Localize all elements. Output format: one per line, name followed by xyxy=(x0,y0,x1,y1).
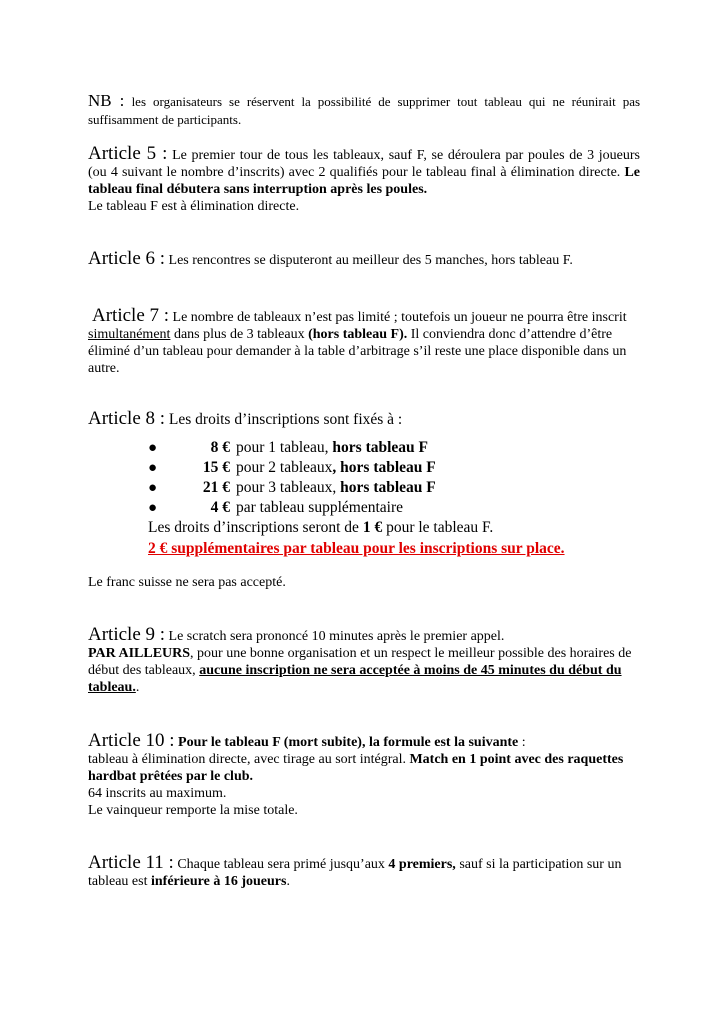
fee-f-note-a: Les droits d’inscriptions seront de xyxy=(148,519,359,536)
article-7-text-a: Le nombre de tableaux n’est pas limité ; toutefois un joueur ne pourra être inscrit xyxy=(172,310,627,325)
article-10-bold-2: Match en 1 point avec des raquettes hardbat prêtées par le club. xyxy=(88,752,624,784)
fee-desc: pour 3 tableaux, xyxy=(236,479,337,496)
fee-amount: 8 € xyxy=(210,439,230,456)
article-7-text-c: Il conviendra donc d’attendre d’être éliminé d’un tableau pour demander à la table d’arbitrage s’il reste une place disponible dans un autre. xyxy=(88,327,627,376)
article-9-text-2: , pour une bonne organisation et un respect le meilleur possible des horaires de début des tableaux, xyxy=(88,646,632,678)
article-5-bold: Le tableau final débutera sans interruption après les poules. xyxy=(88,165,640,197)
article-7 xyxy=(88,307,640,377)
article-10-line-4: Le vainqueur remporte la mise totale. xyxy=(88,803,298,818)
article-11 xyxy=(88,854,640,890)
nb-text: les organisateurs se réservent la possibilité de supprimer tout tableau qui ne réunirait pas suffisamment de participants. xyxy=(88,94,641,127)
article-9-title: Article 9 : xyxy=(88,624,166,645)
fee-amount: 21 € xyxy=(202,479,230,496)
article-10-line-3: 64 inscrits au maximum. xyxy=(88,786,227,801)
article-9 xyxy=(88,626,640,696)
fee-item xyxy=(148,498,436,518)
article-10-text: tableau à élimination directe, avec tirage au sort intégral. xyxy=(88,752,406,767)
bullet-icon: ● xyxy=(148,500,158,516)
fee-item xyxy=(148,438,436,458)
article-5 xyxy=(88,145,640,215)
bullet-icon: ● xyxy=(148,460,158,476)
fee-f-note-b: pour le tableau F. xyxy=(386,519,494,536)
article-6-title: Article 6 : xyxy=(88,248,166,269)
article-5-text-2: Le tableau F est à élimination directe. xyxy=(88,199,300,214)
article-9-bold-underlined: aucune inscription ne sera acceptée à moins de 45 minutes du début du tableau. xyxy=(88,663,622,695)
article-11-text-a: Chaque tableau sera primé jusqu’aux xyxy=(177,857,385,872)
article-6 xyxy=(88,250,640,269)
article-9-text: Le scratch sera prononcé 10 minutes après le premier appel. xyxy=(168,629,505,644)
article-7-text-b: dans plus de 3 tableaux xyxy=(173,327,305,342)
fee-item xyxy=(148,478,436,498)
fee-bold: hors tableau F xyxy=(332,439,429,456)
article-5-text: Le premier tour de tous les tableaux, sauf F, se déroulera par poules de 3 joueurs (ou 4 suivant le nombre d’inscrits) avec 2 qualifiés pour le tableau final à élimination directe. xyxy=(88,148,640,180)
article-8-intro: Les droits d’inscriptions sont fixés à : xyxy=(168,411,403,428)
fee-desc: pour 2 tableaux xyxy=(236,459,333,476)
article-6-text: Les rencontres se disputeront au meilleur des 5 manches, hors tableau F. xyxy=(168,253,573,268)
fee-bold: , hors tableau F xyxy=(332,459,436,476)
fee-f-note xyxy=(148,518,493,538)
fee-desc: par tableau supplémentaire xyxy=(236,499,403,516)
article-10-title: Article 10 : xyxy=(88,730,175,751)
article-8-header xyxy=(88,410,640,428)
article-9-bold-lead: PAR AILLEURS xyxy=(88,646,191,661)
article-7-underlined: simultanément xyxy=(88,327,171,342)
nb-label: NB : xyxy=(88,91,125,110)
article-11-bold-1: 4 premiers, xyxy=(388,857,456,872)
article-11-tail: . xyxy=(286,874,290,889)
article-11-title: Article 11 : xyxy=(88,852,174,873)
article-7-title: Article 7 : xyxy=(92,305,170,326)
article-8-title: Article 8 : xyxy=(88,408,166,429)
nb-paragraph xyxy=(88,92,640,129)
article-11-bold-2: inférieure à 16 joueurs xyxy=(150,874,287,889)
fee-desc: pour 1 tableau, xyxy=(236,439,329,456)
article-10-line-2 xyxy=(88,751,640,785)
bullet-icon: ● xyxy=(148,480,158,496)
article-7-bold: (hors tableau F). xyxy=(308,327,408,342)
fee-amount: 15 € xyxy=(202,459,230,476)
bullet-icon: ● xyxy=(148,440,158,456)
article-11-text-b: sauf si la participation sur un tableau est xyxy=(88,857,622,889)
fee-list xyxy=(148,438,436,518)
article-10-colon: : xyxy=(521,735,526,750)
article-9-tail: . xyxy=(135,680,140,695)
fee-bold: hors tableau F xyxy=(340,479,436,496)
article-9-line-2 xyxy=(88,645,640,696)
article-10 xyxy=(88,732,640,819)
article-10-bold-intro: Pour le tableau F (mort subite), la formule est la suivante xyxy=(178,735,519,750)
article-5-title: Article 5 : xyxy=(88,143,168,164)
fee-amount: 4 € xyxy=(210,499,230,516)
fee-item xyxy=(148,458,436,478)
fee-f-note-bold: 1 € xyxy=(362,519,383,536)
onsite-note: 2 € supplémentaires par tableau pour les inscriptions sur place. xyxy=(148,540,565,557)
swiss-franc-note: Le franc suisse ne sera pas accepté. xyxy=(88,575,286,590)
